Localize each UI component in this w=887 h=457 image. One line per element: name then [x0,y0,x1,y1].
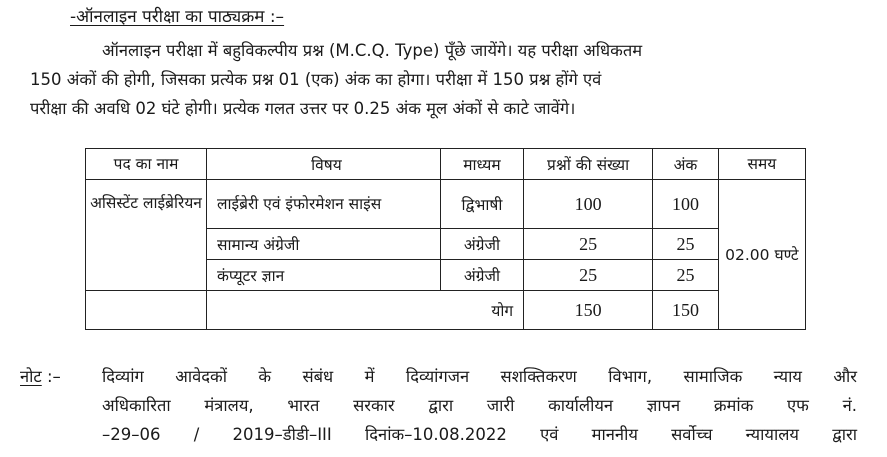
syllabus-table [85,148,806,330]
total-questions-cell: 150 [524,291,653,330]
question-count-cell: 25 [524,229,653,260]
note-body [102,362,857,449]
note-line: अधिकारिता मंत्रालय, भारत सरकार द्वारा जारी कार्यालीयन ज्ञापन क्रमांक एफ नं. [102,396,857,415]
medium-cell: द्विभाषी [440,180,523,229]
medium-cell: अंग्रेजी [440,229,523,260]
description-line: परीक्षा की अवधि 02 घंटे होगी। प्रत्येक गलत उत्तर पर 0.25 अंक मूल अंकों से काटे जावेंगे। [30,99,576,118]
section-heading: -ऑनलाइन परीक्षा का पाठ्यक्रम :– [70,7,285,27]
total-marks-cell: 150 [653,291,719,330]
table-total-row [86,291,806,330]
marks-cell: 25 [653,229,719,260]
table-header-row [86,149,806,180]
exam-description [30,36,865,123]
subject-cell: लाईब्रेरी एवं इंफोरमेशन साइंस [207,180,441,229]
note-label [20,362,61,391]
note-label-text: नोट [20,367,42,386]
marks-cell: 25 [653,260,719,291]
marks-cell: 100 [653,180,719,229]
note-separator: :– [41,367,61,386]
question-count-cell: 25 [524,260,653,291]
total-label-cell: योग [207,291,524,330]
header-medium: माध्यम [440,149,523,180]
description-line: 150 अंकों की होगी, जिसका प्रत्येक प्रश्न 01 (एक) अंक का होगा। परीक्षा में 150 प्रश्न होंगे एवं [30,70,602,89]
header-time: समय [718,149,805,180]
subject-cell: कंप्यूटर ज्ञान [207,260,441,291]
question-count-cell: 100 [524,180,653,229]
post-name-cell: असिस्टेंट लाईब्रेरियन [86,180,207,291]
header-marks: अंक [653,149,719,180]
header-question-count: प्रश्नों की संख्या [524,149,653,180]
subject-cell: सामान्य अंग्रेजी [207,229,441,260]
empty-cell [86,291,207,330]
table-row [86,180,806,229]
note-line: –29–06 / 2019–डीडी–III दिनांक–10.08.2022 एवं माननीय सर्वोच्च न्यायालय द्वारा [102,425,857,444]
note-line: दिव्यांग आवेदकों के संबंध में दिव्यांगजन सशक्तिकरण विभाग, सामाजिक न्याय और [102,367,857,386]
medium-cell: अंग्रेजी [440,260,523,291]
header-subject: विषय [207,149,441,180]
time-cell: 02.00 घण्टे [718,180,805,330]
description-line: ऑनलाइन परीक्षा में बहुविकल्पीय प्रश्न (M.C.Q. Type) पूँछे जायेंगे। यह परीक्षा अधिकतम [102,41,643,60]
header-post-name: पद का नाम [86,149,207,180]
